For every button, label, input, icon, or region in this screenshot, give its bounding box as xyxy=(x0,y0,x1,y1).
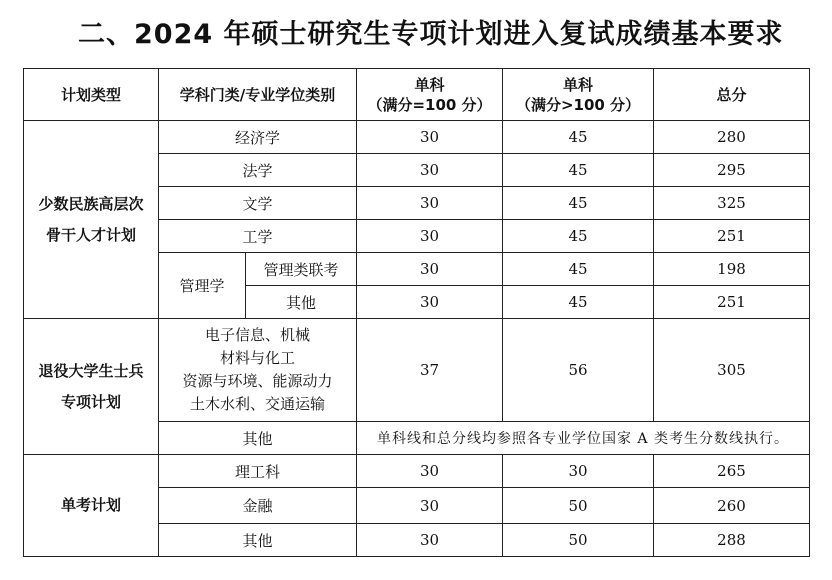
veteran-subject-line2: 材料与化工 xyxy=(219,349,295,367)
single-le100-cell: 37 xyxy=(357,319,503,422)
table-row xyxy=(24,121,810,154)
total-cell: 251 xyxy=(654,286,810,319)
group-veteran-line1: 退役大学生士兵 xyxy=(38,361,144,380)
single-le100-cell: 30 xyxy=(357,187,503,220)
header-single-gt100-line2: （满分>100 分） xyxy=(515,95,641,114)
subject-cell: 其他 xyxy=(159,524,357,557)
total-cell: 260 xyxy=(654,488,810,524)
total-cell: 288 xyxy=(654,524,810,557)
subject-cell: 法学 xyxy=(159,154,357,187)
subsubject-cell: 管理类联考 xyxy=(246,253,357,286)
single-le100-cell: 30 xyxy=(357,286,503,319)
subject-cell-veteran xyxy=(159,319,357,422)
single-gt100-cell: 56 xyxy=(503,319,654,422)
subject-cell: 其他 xyxy=(159,422,357,455)
total-cell: 198 xyxy=(654,253,810,286)
single-gt100-cell: 45 xyxy=(503,187,654,220)
total-cell: 305 xyxy=(654,319,810,422)
subject-cell: 理工科 xyxy=(159,455,357,488)
veteran-subject-line4: 土木水利、交通运输 xyxy=(189,395,325,413)
subject-management: 管理学 xyxy=(159,253,246,319)
header-subject: 学科门类/专业学位类别 xyxy=(159,69,357,121)
header-single-le100-line1: 单科 xyxy=(414,75,445,94)
table-row xyxy=(24,319,810,422)
single-le100-cell: 30 xyxy=(357,488,503,524)
header-row xyxy=(24,69,810,121)
single-le100-cell: 30 xyxy=(357,524,503,557)
group-veteran xyxy=(24,319,159,455)
single-le100-cell: 30 xyxy=(357,121,503,154)
single-gt100-cell: 50 xyxy=(503,488,654,524)
subsubject-cell: 其他 xyxy=(246,286,357,319)
group-minority xyxy=(24,121,159,319)
single-gt100-cell: 50 xyxy=(503,524,654,557)
single-gt100-cell: 45 xyxy=(503,154,654,187)
single-le100-cell: 30 xyxy=(357,154,503,187)
veteran-note: 单科线和总分线均参照各专业学位国家 A 类考生分数线执行。 xyxy=(357,422,810,455)
group-independent: 单考计划 xyxy=(24,455,159,557)
total-cell: 265 xyxy=(654,455,810,488)
group-veteran-line2: 专项计划 xyxy=(60,392,121,411)
header-single-gt100 xyxy=(503,69,654,121)
subject-cell: 文学 xyxy=(159,187,357,220)
header-total: 总分 xyxy=(654,69,810,121)
subject-cell: 工学 xyxy=(159,220,357,253)
veteran-subject-line1: 电子信息、机械 xyxy=(204,326,310,344)
table-row xyxy=(24,455,810,488)
subject-cell: 金融 xyxy=(159,488,357,524)
group-minority-line1: 少数民族高层次 xyxy=(38,194,144,213)
single-gt100-cell: 30 xyxy=(503,455,654,488)
single-le100-cell: 30 xyxy=(357,455,503,488)
total-cell: 325 xyxy=(654,187,810,220)
page-title: 二、2024 年硕士研究生专项计划进入复试成绩基本要求 xyxy=(78,19,784,50)
header-single-le100-line2: （满分=100 分） xyxy=(367,95,492,114)
total-cell: 251 xyxy=(654,220,810,253)
subject-cell: 经济学 xyxy=(159,121,357,154)
single-le100-cell: 30 xyxy=(357,253,503,286)
group-minority-line2: 骨干人才计划 xyxy=(45,225,136,244)
total-cell: 280 xyxy=(654,121,810,154)
total-cell: 295 xyxy=(654,154,810,187)
header-single-gt100-line1: 单科 xyxy=(562,75,593,94)
single-le100-cell: 30 xyxy=(357,220,503,253)
header-single-le100 xyxy=(357,69,503,121)
single-gt100-cell: 45 xyxy=(503,253,654,286)
score-requirements-table xyxy=(23,68,810,557)
veteran-subject-line3: 资源与环境、能源动力 xyxy=(182,372,333,390)
single-gt100-cell: 45 xyxy=(503,220,654,253)
single-gt100-cell: 45 xyxy=(503,286,654,319)
header-plan-type: 计划类型 xyxy=(24,69,159,121)
single-gt100-cell: 45 xyxy=(503,121,654,154)
